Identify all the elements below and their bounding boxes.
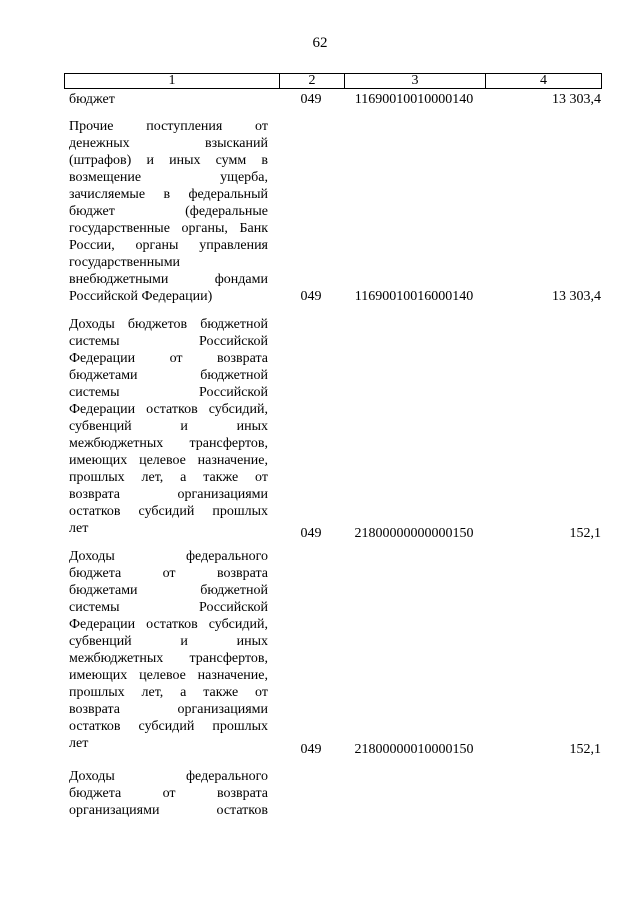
column-header-2: 2	[280, 74, 345, 88]
budget-classification-code: 21800000010000150	[354, 742, 474, 757]
admin-code: 049	[300, 526, 322, 541]
row-description-line: государственные органы, Банк	[69, 221, 268, 236]
row-description-line: бюджета от возврата	[69, 786, 268, 801]
budget-classification-code: 21800000000000150	[354, 526, 474, 541]
row-description-line: остатков субсидий прошлых	[69, 719, 268, 734]
row-description-line: Доходы федерального	[69, 549, 268, 564]
budget-classification-code: 11690010016000140	[354, 289, 474, 304]
row-description-line: Федерации остатков субсидий,	[69, 402, 268, 417]
row-description-line: имеющих целевое назначение,	[69, 453, 268, 468]
row-description-line: лет	[69, 521, 89, 536]
row-description-line: возмещение ущерба,	[69, 170, 268, 185]
row-description-line: системы Российской	[69, 600, 268, 615]
admin-code: 049	[300, 742, 322, 757]
row-description-line: межбюджетных трансфертов,	[69, 651, 268, 666]
row-description-line: возврата организациями	[69, 487, 268, 502]
table-header-row	[64, 73, 602, 89]
row-description-line: Федерации от возврата	[69, 351, 268, 366]
row-description-line: Доходы федерального	[69, 769, 268, 784]
row-description-line: России, органы управления	[69, 238, 268, 253]
row-description-line: субвенций и иных	[69, 634, 268, 649]
row-description-line: организациями остатков	[69, 803, 268, 818]
row-description-line: Доходы бюджетов бюджетной	[69, 317, 268, 332]
row-description-line: лет	[69, 736, 89, 751]
budget-classification-code: 11690010010000140	[354, 92, 474, 107]
amount: 152,1	[569, 742, 601, 757]
row-description-line: Прочие поступления от	[69, 119, 268, 134]
row-description-line: прошлых лет, а также от	[69, 470, 268, 485]
admin-code: 049	[300, 289, 322, 304]
column-header-1: 1	[65, 74, 280, 88]
row-description-line: субвенций и иных	[69, 419, 268, 434]
row-description-line: денежных взысканий	[69, 136, 268, 151]
row-description-line: системы Российской	[69, 385, 268, 400]
row-description-line: внебюджетными фондами	[69, 272, 268, 287]
column-header-3: 3	[345, 74, 486, 88]
row-description-line: государственными	[69, 255, 181, 270]
page-number: 62	[312, 35, 328, 51]
amount: 152,1	[569, 526, 601, 541]
row-description-line: бюджет	[69, 92, 115, 107]
row-description-line: бюджетами бюджетной	[69, 583, 268, 598]
row-description-line: Российской Федерации)	[69, 289, 213, 304]
row-description-line: возврата организациями	[69, 702, 268, 717]
row-description-line: системы Российской	[69, 334, 268, 349]
row-description-line: зачисляемые в федеральный	[69, 187, 268, 202]
column-header-4: 4	[540, 73, 547, 88]
row-description-line: прошлых лет, а также от	[69, 685, 268, 700]
row-description-line: межбюджетных трансфертов,	[69, 436, 268, 451]
amount: 13 303,4	[552, 289, 601, 304]
row-description-line: бюджетами бюджетной	[69, 368, 268, 383]
row-description-line: бюджета от возврата	[69, 566, 268, 581]
row-description-line: имеющих целевое назначение,	[69, 668, 268, 683]
admin-code: 049	[300, 92, 322, 107]
row-description-line: Федерации остатков субсидий,	[69, 617, 268, 632]
row-description-line: (штрафов) и иных сумм в	[69, 153, 268, 168]
row-description-line: бюджет (федеральные	[69, 204, 268, 219]
row-description-line: остатков субсидий прошлых	[69, 504, 268, 519]
amount: 13 303,4	[552, 92, 601, 107]
